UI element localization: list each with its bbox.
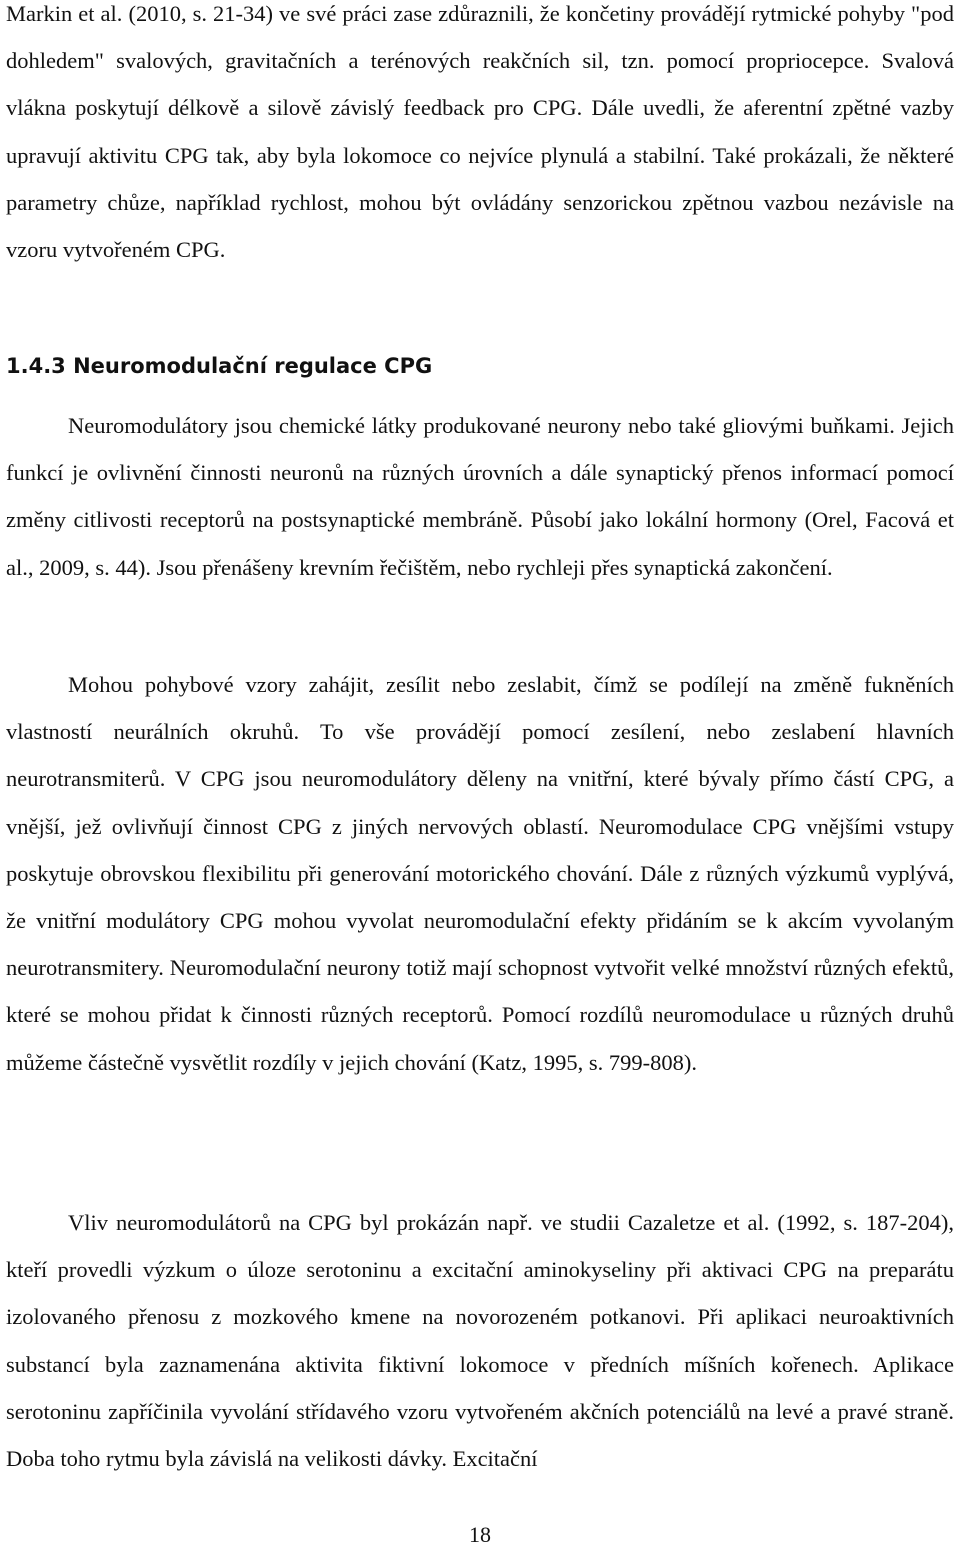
- section-heading: 1.4.3 Neuromodulační regulace CPG: [6, 354, 433, 378]
- paragraph-1: Markin et al. (2010, s. 21-34) ve své práci zase zdůraznili, že končetiny provádějí rytmické pohyby "pod dohledem" svalových, gravitačních a terénových reakčních sil, tzn. pomocí propriocepce. Svalová vlákna poskytují délkově a silově závislý feedback pro CPG. Dále uvedli, že aferentní zpětné vazby upravují aktivitu CPG tak, aby byla lokomoce co nejvíce plynulá a stabilní. Také prokázali, že některé parametry chůze, například rychlost, mohou být ovládány senzorickou zpětnou vazbou nezávisle na vzoru vytvořeném CPG.: [6, 1, 954, 263]
- page-number: 18: [469, 1522, 491, 1547]
- paragraph-2: Neuromodulátory jsou chemické látky produkované neurony nebo také gliovými buňkami. Jejich funkcí je ovlivnění činnosti neuronů na různých úrovních a dále synaptický přenos informací pomocí změny citlivosti receptorů na postsynaptické membráně. Působí jako lokální hormony (Orel, Facová et al., 2009, s. 44). Jsou přenášeny krevním řečištěm, nebo rychleji přes synaptická zakončení.: [6, 413, 954, 580]
- paragraph-3: Mohou pohybové vzory zahájit, zesílit nebo zeslabit, čímž se podílejí na změně fukněních vlastností neurálních okruhů. To vše provádějí pomocí zesílení, nebo zeslabení hlavních neurotransmiterů. V CPG jsou neuromodulátory děleny na vnitřní, které bývaly přímo částí CPG, a vnější, jež ovlivňují činnost CPG z jiných nervových oblastí. Neuromodulace CPG vnějšími vstupy poskytuje obrovskou flexibilitu při generování motorického chování. Dále z různých výzkumů vyplývá, že vnitřní modulátory CPG mohou vyvolat neuromodulační efekty přidáním se k akcím vyvolaným neurotransmitery. Neuromodulační neurony totiž mají schopnost vytvořit velké množství různých efektů, které se mohou přidat k činnosti různých receptorů. Pomocí rozdílů neuromodulace u různých druhů můžeme částečně vysvětlit rozdíly v jejich chování (Katz, 1995, s. 799-808).: [6, 672, 954, 1075]
- paragraph-4: Vliv neuromodulátorů na CPG byl prokázán např. ve studii Cazaletze et al. (1992, s. 187-204), kteří provedli výzkum o úloze serotoninu a excitační aminokyseliny při aktivaci CPG na preparátu izolovaného přenosu z mozkového kmene na novorozeném potkanovi. Při aplikaci neuroaktivních substancí byla zaznamenána aktivita fiktivní lokomoce v předních míšních kořenech. Aplikace serotoninu zapříčinila vyvolání střídavého vzoru vytvořeném akčních potenciálů na levé a pravé straně. Doba toho rytmu byla závislá na velikosti dávky. Excitační: [6, 1210, 954, 1472]
